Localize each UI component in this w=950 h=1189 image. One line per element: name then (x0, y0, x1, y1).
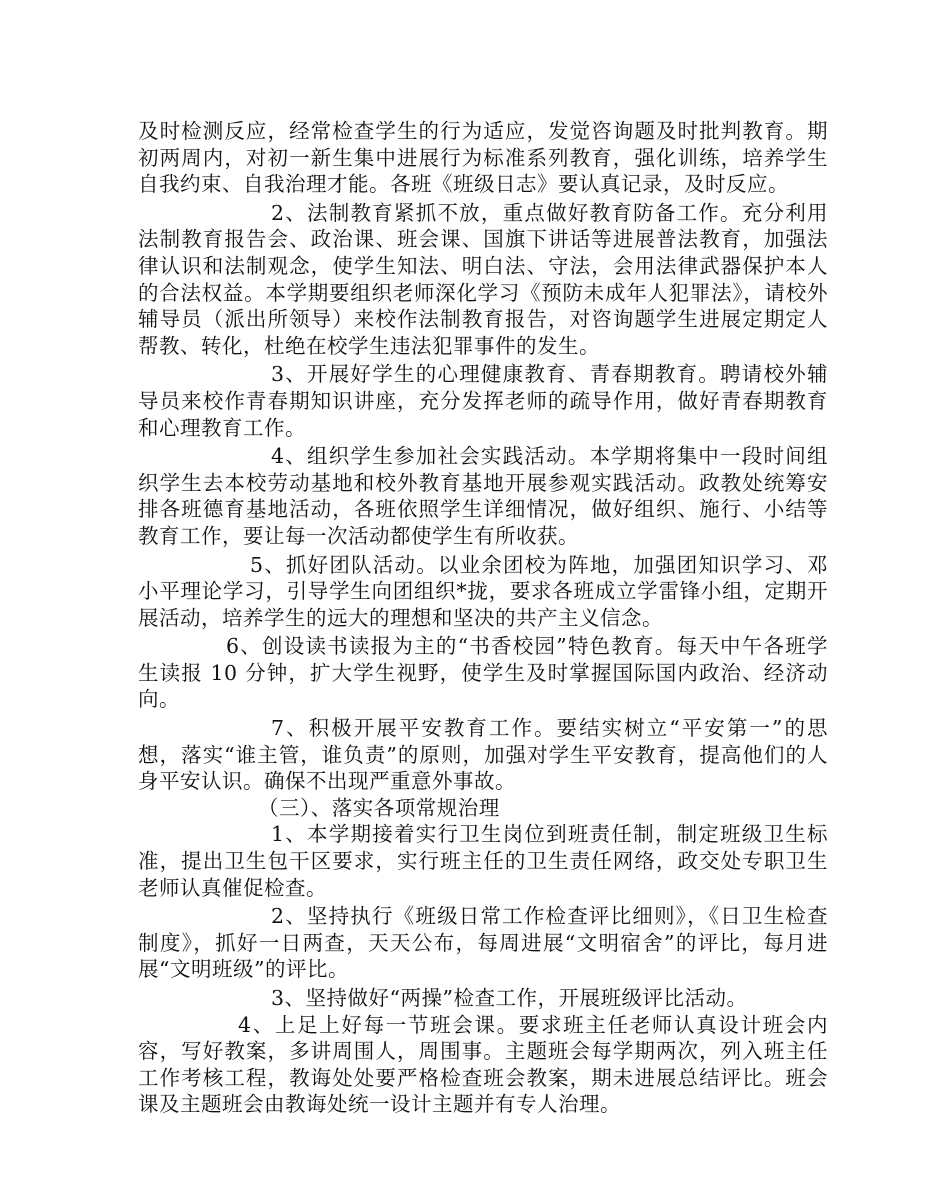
paragraph: 1、本学期接着实行卫生岗位到班责任制，制定班级卫生标准，提出卫生包干区要求，实行班主任的卫生责任网络，政交处专职卫生老师认真催促检查。 (138, 822, 828, 900)
paragraph: 3、坚持做好“两操”检查工作，开展班级评比活动。 (271, 986, 748, 1010)
paragraph: 5、抓好团队活动。以业余团校为阵地，加强团知识学习、邓小平理论学习，引导学生向团组织*拢，要求各班成立学雷锋小组，定期开展活动，培养学生的远大的理想和坚决的共产主义信念。 (138, 552, 828, 630)
paragraph: 6、创设读书读报为主的“书香校园”特色教育。每天中午各班学生读报 10 分钟，扩大学生视野，使学生及时掌握国际国内政治、经济动向。 (138, 634, 828, 712)
paragraph: 2、法制教育紧抓不放，重点做好教育防备工作。充分利用法制教育报告会、政治课、班会课、国旗下讲话等进展普法教育，加强法律认识和法制观念，使学生知法、明白法、守法，会用法律武器保护本人的合法权益。本学期要组织老师深化学习《预防未成年人犯罪法》，请校外辅导员（派出所领导）来校作法制教育报告，对咨询题学生进展定期定人帮教、转化，杜绝在校学生违法犯罪事件的发生。 (138, 200, 828, 358)
paragraph: 及时检测反应，经常检查学生的行为适应，发觉咨询题及时批判教育。期初两周内，对初一新生集中进展行为标准系列教育，强化训练，培养学生自我约束、自我治理才能。各班《班级日志》要认真记录，及时反应。 (138, 119, 828, 197)
paragraph: 4、上足上好每一节班会课。要求班主任老师认真设计班会内容，写好教案，多讲周围人，周围事。主题班会每学期两次，列入班主任工作考核工程，教诲处处要严格检查班会教案，期未进展总结评比。班会课及主题班会由教诲处统一设计主题并有专人治理。 (138, 1012, 828, 1117)
section-heading: （三）、落实各项常规治理 (258, 795, 500, 820)
paragraph: 4、组织学生参加社会实践活动。本学期将集中一段时间组织学生去本校劳动基地和校外教育基地开展参观实践活动。政教处统筹安排各班德育基地活动，各班依照学生详细情况，做好组织、施行、小结等教育工作，要让每一次活动都使学生有所收获。 (138, 444, 828, 548)
document-body (138, 118, 828, 1118)
paragraph: 2、坚持执行《班级日常工作检查评比细则》，《日卫生检查制度》，抓好一日两查，天天公布，每周进展“文明宿舍”的评比，每月进展“文明班级”的评比。 (138, 904, 828, 982)
paragraph: 3、开展好学生的心理健康教育、青春期教育。聘请校外辅导员来校作青春期知识讲座，充分发挥老师的疏导作用，做好青春期教育和心理教育工作。 (138, 362, 828, 440)
paragraph: 7、积极开展平安教育工作。要结实树立“平安第一”的思想，落实“谁主管，谁负责”的原则，加强对学生平安教育，提高他们的人身平安认识。确保不出现严重意外事故。 (138, 716, 828, 794)
